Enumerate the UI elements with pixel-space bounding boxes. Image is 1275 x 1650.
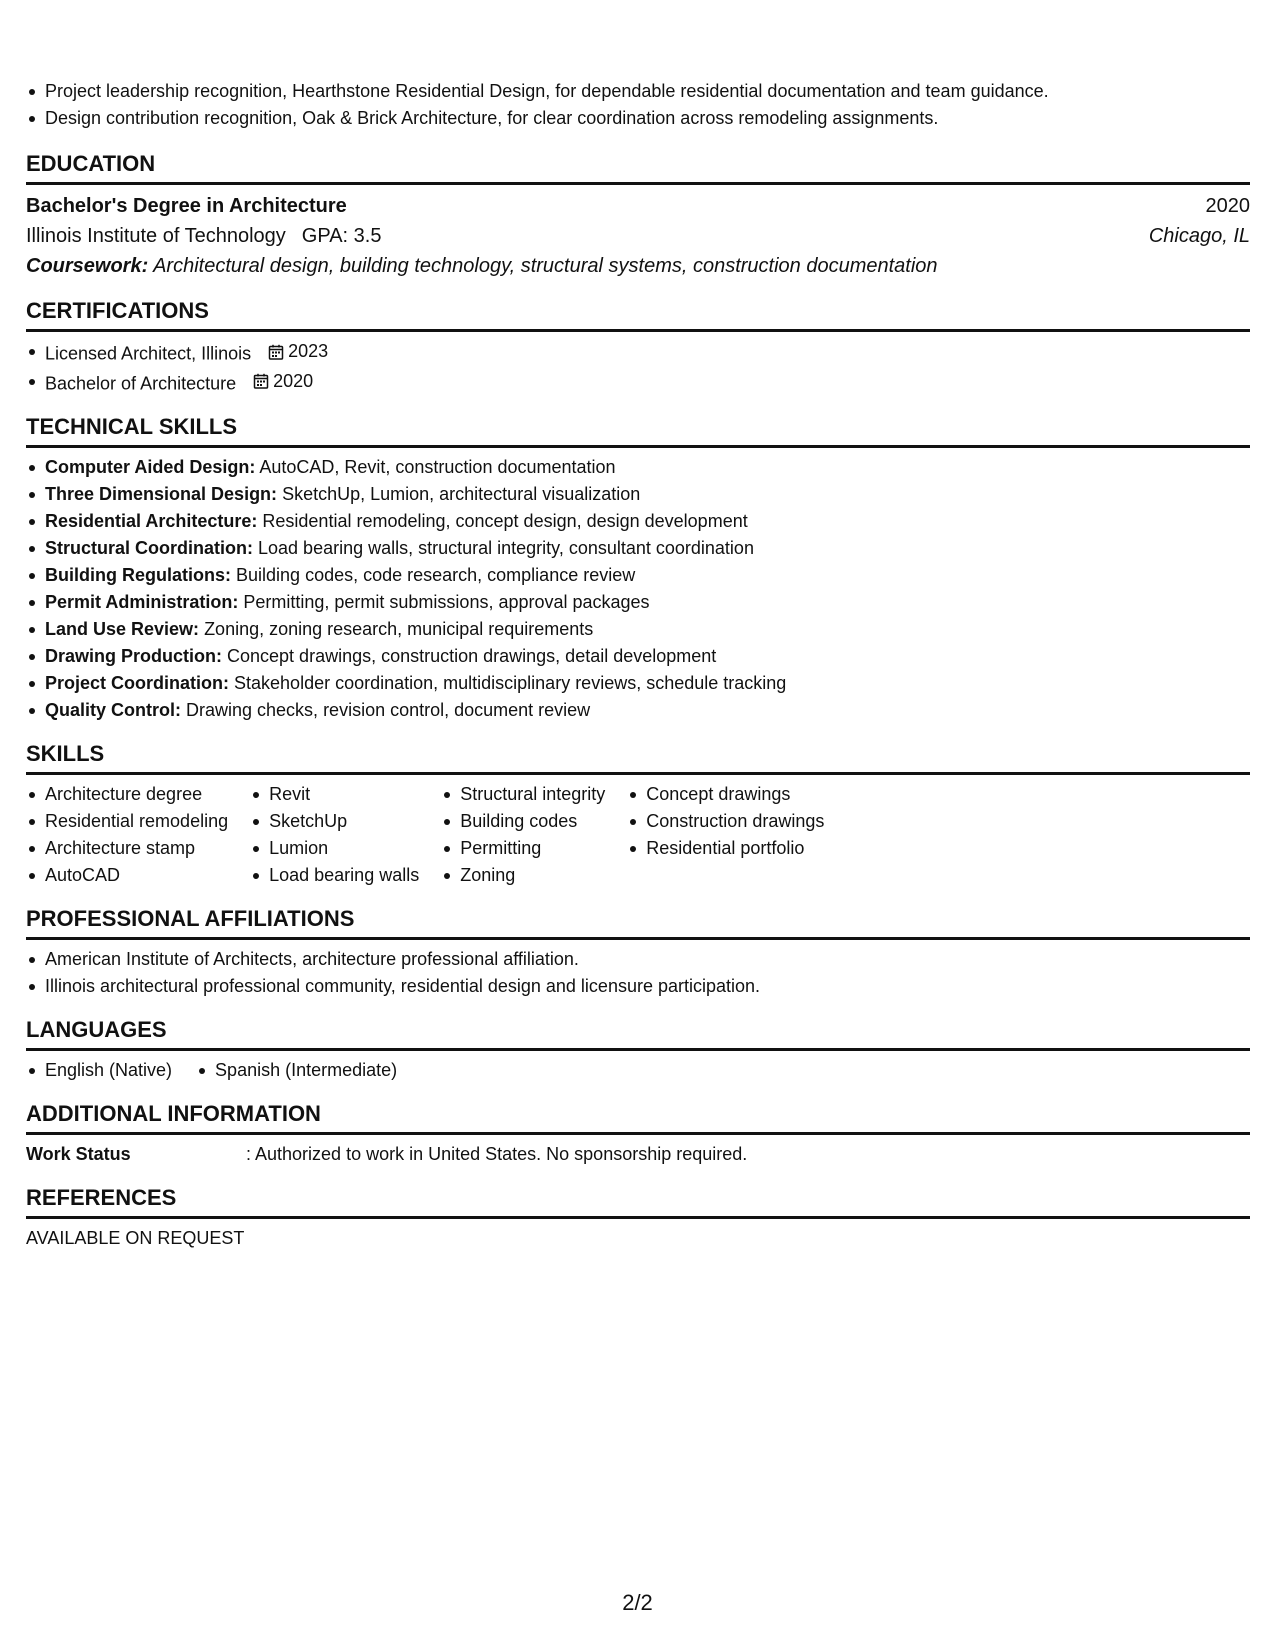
- skill-detail: SketchUp, Lumion, architectural visualization: [282, 484, 641, 504]
- list-item: Concept drawings: [627, 781, 824, 808]
- section-title: REFERENCES: [26, 1184, 1250, 1219]
- skill-category: Building Regulations:: [45, 565, 231, 585]
- list-item: Project leadership recognition, Hearthstone Residential Design, for dependable residential documentation and team guidance.: [26, 78, 1250, 105]
- certifications-list: [26, 338, 1250, 397]
- list-item: Residential portfolio: [627, 835, 824, 862]
- list-item: Lumion: [250, 835, 419, 862]
- skill-category: Structural Coordination:: [45, 538, 253, 558]
- list-item: Structural integrity: [441, 781, 605, 808]
- education-section: [26, 150, 1250, 281]
- skill-detail: Stakeholder coordination, multidisciplinary reviews, schedule tracking: [234, 673, 787, 693]
- list-item: Zoning: [441, 862, 605, 889]
- list-item: American Institute of Architects, architecture professional affiliation.: [26, 946, 1250, 973]
- technical-skills-section: [26, 413, 1250, 724]
- skill-category: Land Use Review:: [45, 619, 200, 639]
- resume-page: [26, 78, 1250, 1252]
- list-item: SketchUp: [250, 808, 419, 835]
- skill-detail: Drawing checks, revision control, document review: [186, 700, 591, 720]
- degree-name: Bachelor's Degree in Architecture: [26, 195, 347, 217]
- list-item: [26, 643, 1250, 670]
- technical-skills-list: [26, 454, 1250, 724]
- list-item: [26, 454, 1250, 481]
- list-item: Building codes: [441, 808, 605, 835]
- additional-info-section: [26, 1100, 1250, 1168]
- calendar-icon: [253, 373, 269, 389]
- list-item: [26, 670, 1250, 697]
- coursework-text: Architectural design, building technology, structural systems, construction documentation: [153, 255, 938, 277]
- list-item: [26, 589, 1250, 616]
- gpa: GPA: 3.5: [301, 225, 382, 247]
- list-item: English (Native): [26, 1057, 172, 1084]
- section-title: SKILLS: [26, 740, 1250, 775]
- certification-year: 2020: [273, 370, 314, 391]
- work-status-label: Work Status: [26, 1144, 131, 1164]
- skill-category: Project Coordination:: [45, 673, 229, 693]
- list-item: [26, 368, 1250, 398]
- skill-detail: Zoning, zoning research, municipal requirements: [204, 619, 594, 639]
- list-item: [26, 481, 1250, 508]
- skill-detail: Concept drawings, construction drawings, detail development: [227, 646, 717, 666]
- skill-category: Permit Administration:: [45, 592, 239, 612]
- section-title: TECHNICAL SKILLS: [26, 413, 1250, 448]
- certification-name: Licensed Architect, Illinois: [45, 343, 252, 364]
- graduation-year: 2020: [1205, 195, 1250, 217]
- skills-column: [441, 781, 605, 889]
- section-title: PROFESSIONAL AFFILIATIONS: [26, 905, 1250, 940]
- list-item: [26, 697, 1250, 724]
- work-status-row: [26, 1141, 1250, 1168]
- skill-detail: Permitting, permit submissions, approval packages: [243, 592, 650, 612]
- page-number: 2/2: [622, 1590, 653, 1615]
- list-item: Architecture degree: [26, 781, 228, 808]
- skill-category: Computer Aided Design:: [45, 457, 256, 477]
- school-name: Illinois Institute of Technology: [26, 225, 286, 247]
- school-location: Chicago, IL: [1148, 225, 1250, 247]
- section-title: CERTIFICATIONS: [26, 297, 1250, 332]
- skill-detail: Residential remodeling, concept design, design development: [262, 511, 748, 531]
- list-item: [26, 562, 1250, 589]
- list-item: AutoCAD: [26, 862, 228, 889]
- calendar-icon: [268, 344, 284, 360]
- references-section: [26, 1184, 1250, 1252]
- coursework-label: Coursework:: [26, 255, 149, 277]
- languages-list: [26, 1057, 1250, 1084]
- coursework-row: [26, 251, 1250, 281]
- list-item: Construction drawings: [627, 808, 824, 835]
- certification-year: 2023: [288, 341, 329, 361]
- skill-category: Residential Architecture:: [45, 511, 258, 531]
- skill-detail: Building codes, code research, compliance review: [236, 565, 636, 585]
- list-item: [26, 616, 1250, 643]
- languages-section: [26, 1016, 1250, 1084]
- skill-detail: AutoCAD, Revit, construction documentation: [259, 457, 616, 477]
- list-item: [26, 338, 1250, 368]
- skill-category: Three Dimensional Design:: [45, 484, 278, 504]
- list-item: Residential remodeling: [26, 808, 228, 835]
- affiliations-section: [26, 905, 1250, 1000]
- skill-category: Drawing Production:: [45, 646, 222, 666]
- references-text: AVAILABLE ON REQUEST: [26, 1228, 245, 1248]
- education-school-row: [26, 221, 1250, 251]
- skills-section: [26, 740, 1250, 889]
- recognitions-list: [26, 78, 1250, 132]
- section-title: ADDITIONAL INFORMATION: [26, 1100, 1250, 1135]
- list-item: [26, 508, 1250, 535]
- skills-column: [250, 781, 419, 889]
- skills-column: [627, 781, 824, 889]
- list-item: Architecture stamp: [26, 835, 228, 862]
- list-item: [26, 535, 1250, 562]
- list-item: Permitting: [441, 835, 605, 862]
- skills-column: [26, 781, 228, 889]
- list-item: Load bearing walls: [250, 862, 419, 889]
- section-title: EDUCATION: [26, 150, 1250, 185]
- certification-name: Bachelor of Architecture: [45, 373, 237, 393]
- list-item: Illinois architectural professional community, residential design and licensure participation.: [26, 973, 1250, 1000]
- section-title: LANGUAGES: [26, 1016, 1250, 1051]
- education-degree-row: [26, 191, 1250, 221]
- list-item: Spanish (Intermediate): [196, 1057, 397, 1084]
- skill-detail: Load bearing walls, structural integrity, consultant coordination: [258, 538, 754, 558]
- skills-columns: [26, 781, 1250, 889]
- list-item: Revit: [250, 781, 419, 808]
- skill-category: Quality Control:: [45, 700, 181, 720]
- certifications-section: [26, 297, 1250, 397]
- work-status-value: : Authorized to work in United States. No sponsorship required.: [246, 1144, 748, 1164]
- affiliations-list: [26, 946, 1250, 1000]
- list-item: Design contribution recognition, Oak & Brick Architecture, for clear coordination across remodeling assignments.: [26, 105, 1250, 132]
